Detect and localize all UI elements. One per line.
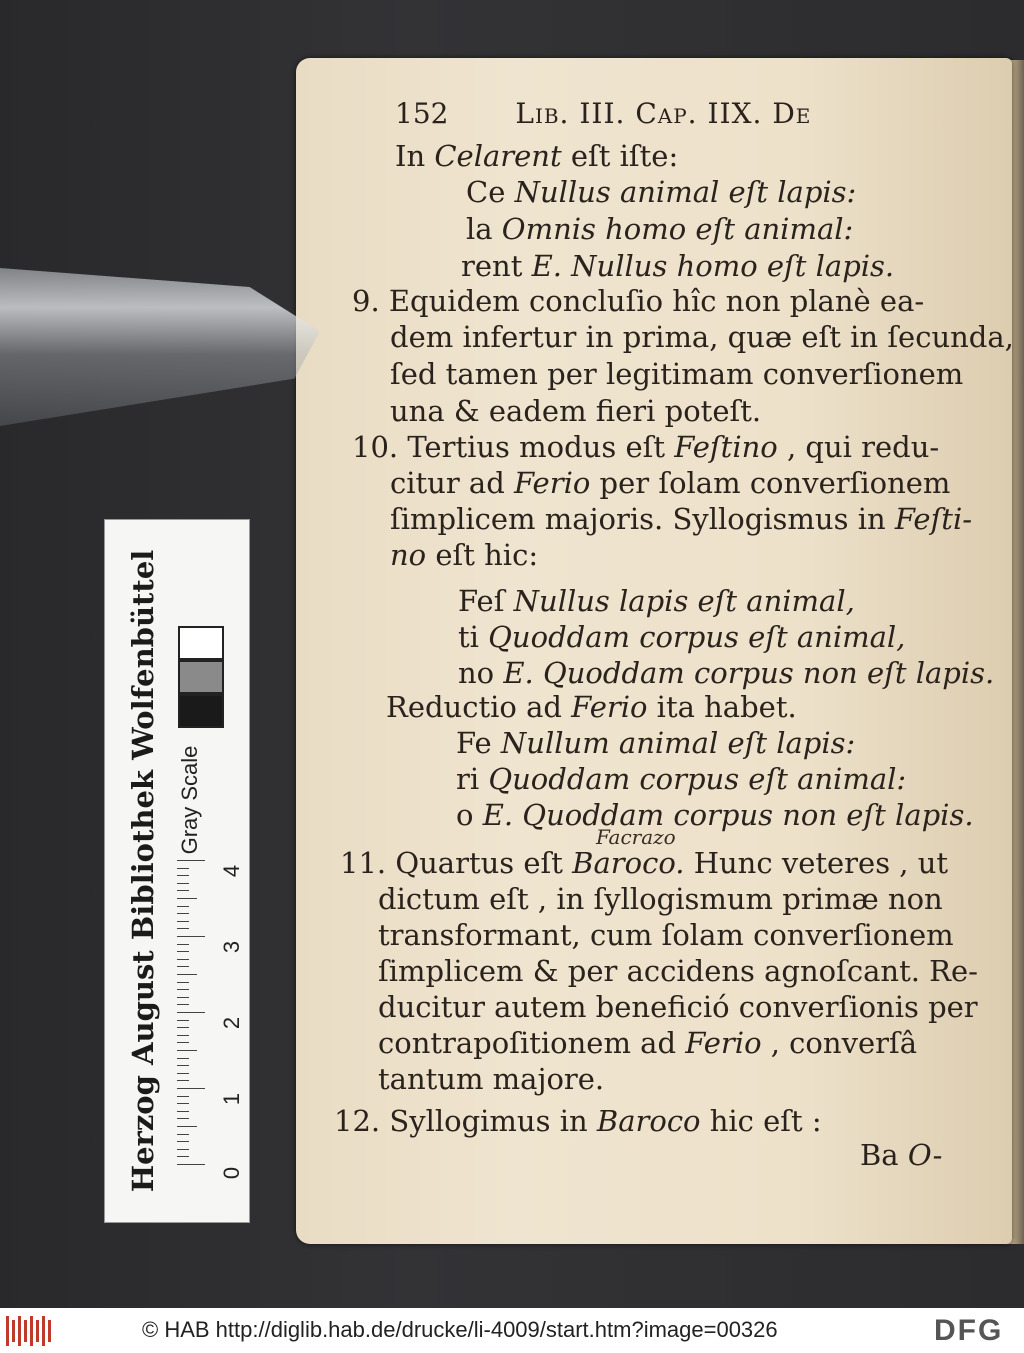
- logo-bar: [48, 1320, 51, 1342]
- italic-text: O-: [907, 1138, 943, 1172]
- logo-bar: [30, 1316, 33, 1346]
- ruler-tick: [177, 883, 189, 884]
- ruler-number: 3: [219, 940, 245, 954]
- text-line: [390, 394, 761, 428]
- text-span: citur ad: [390, 466, 515, 500]
- text-span: o: [456, 798, 483, 832]
- text-span: ſimplicem & per accidens agnoſcant. Re-: [378, 954, 978, 988]
- ruler-tick: [177, 966, 189, 967]
- italic-text: Baroco: [596, 1104, 701, 1138]
- ruler-tick: [177, 1141, 189, 1142]
- text-span: la: [466, 212, 502, 246]
- text-span: ſed tamen per legitimam converſionem: [390, 357, 964, 391]
- ruler-tick: [177, 1004, 189, 1005]
- ruler-tick: [177, 1035, 189, 1036]
- italic-text: Nullus lapis eſt animal,: [513, 584, 855, 618]
- text-line: [458, 656, 994, 690]
- gray-patch-mid: [178, 660, 224, 694]
- text-span: contrapoſitionem ad: [378, 1026, 686, 1060]
- ruler-tick: [177, 1103, 189, 1104]
- text-span: 9. Equidem concluſio hîc non planè ea-: [352, 284, 925, 318]
- text-span: hic eſt :: [700, 1104, 822, 1138]
- ruler-tick: [177, 906, 189, 907]
- ruler-tick: [177, 1134, 189, 1135]
- footer-bar: [0, 1308, 1024, 1353]
- text-span: 11. Quartus eſt: [340, 846, 573, 880]
- ruler-tick: [177, 1149, 189, 1150]
- gray-patch-white: [178, 626, 224, 660]
- ruler-number: 0: [219, 1166, 245, 1180]
- text-span: 12. Syllogimus in: [334, 1104, 597, 1138]
- logo-bar: [42, 1316, 45, 1346]
- dfg-logo: DFG: [934, 1314, 1004, 1347]
- ruler-number: 1: [219, 1092, 245, 1106]
- text-span: rent: [461, 249, 532, 283]
- text-line: [390, 320, 1014, 354]
- copyright-link[interactable]: © HAB http://diglib.hab.de/drucke/li-4009/start.htm?image=00326: [142, 1317, 778, 1342]
- text-line: [334, 1104, 822, 1138]
- text-span: tantum majore.: [378, 1062, 605, 1096]
- ruler-tick: [177, 928, 189, 929]
- handwritten-annotation: Facrazo: [596, 825, 676, 849]
- logo-bar: [12, 1320, 15, 1342]
- ruler-tick: [177, 1126, 197, 1127]
- text-line: [378, 1062, 604, 1096]
- text-line: [466, 175, 856, 209]
- italic-text: E. Quoddam corpus non eſt lapis.: [482, 798, 974, 832]
- text-line: [378, 918, 954, 952]
- text-line: [456, 726, 855, 760]
- ruler-tick: [177, 1050, 197, 1051]
- italic-text: E. Quoddam corpus non eſt lapis.: [503, 656, 995, 690]
- text-span: ſimplicem majoris. Syllogismus in: [390, 502, 895, 536]
- ruler-tick: [177, 1156, 189, 1157]
- italic-text: Ferio: [685, 1026, 762, 1060]
- text-line: [352, 430, 939, 464]
- page-number: 152: [395, 97, 449, 130]
- text-line: [390, 502, 972, 536]
- logo-bar: [36, 1320, 39, 1342]
- text-line: [390, 466, 950, 500]
- text-span: Ba: [860, 1138, 908, 1172]
- ruler-tick: [177, 1088, 205, 1089]
- ruler-tick: [177, 982, 189, 983]
- ruler-ticks: [177, 860, 205, 1170]
- italic-text: Quoddam corpus eſt animal:: [488, 762, 907, 796]
- page-header: [395, 97, 811, 131]
- ruler-number: 4: [219, 864, 245, 878]
- text-span: transformant, cum ſolam converſionem: [378, 918, 954, 952]
- ruler-tick: [177, 936, 205, 937]
- chapter-heading: Lib. III. Cap. IIX. De: [515, 97, 812, 130]
- text-span: Hunc veteres , ut: [684, 846, 949, 880]
- ruler-tick: [177, 868, 189, 869]
- ruler-tick: [177, 913, 189, 914]
- ruler-tick: [177, 1020, 189, 1021]
- italic-text: Ferio: [571, 690, 648, 724]
- text-span: 10. Tertius modus eſt: [352, 430, 675, 464]
- library-logo-icon: [6, 1316, 52, 1346]
- italic-text: Feſti-: [894, 502, 973, 536]
- ruler-tick: [177, 989, 189, 990]
- text-line: [378, 954, 978, 988]
- ruler-tick: [177, 875, 189, 876]
- ruler-tick: [177, 1027, 189, 1028]
- italic-text: Nullum animal eſt lapis:: [500, 726, 856, 760]
- text-span: eſt iſte:: [561, 139, 679, 173]
- text-span: , converſâ: [761, 1026, 917, 1060]
- text-line: [456, 762, 906, 796]
- italic-text: E. Nullus homo eſt lapis.: [531, 249, 895, 283]
- ruler-tick: [177, 1080, 189, 1081]
- ruler-tick: [177, 1065, 189, 1066]
- ruler-tick: [177, 951, 189, 952]
- text-span: dictum eſt , in ſyllogismum primæ non: [378, 882, 943, 916]
- text-span: Ce: [466, 175, 515, 209]
- ruler-tick: [177, 997, 189, 998]
- text-line: [461, 249, 894, 283]
- italic-text: Ferio: [514, 466, 591, 500]
- text-span: una & eadem fieri poteſt.: [390, 394, 762, 428]
- text-span: , qui redu-: [777, 430, 940, 464]
- ruler-tick: [177, 1111, 189, 1112]
- text-span: dem infertur in prima, quæ eſt in ſecunda,: [390, 320, 1014, 354]
- logo-bar: [6, 1316, 9, 1346]
- ruler-tick: [177, 1073, 189, 1074]
- ruler-tick: [177, 959, 189, 960]
- ruler-tick: [177, 860, 205, 861]
- text-line: [456, 798, 974, 832]
- ruler-tick: [177, 944, 189, 945]
- text-line: [860, 1138, 942, 1172]
- text-line: [352, 284, 924, 318]
- text-span: no: [458, 656, 504, 690]
- ruler-tick: [177, 1012, 205, 1013]
- italic-text: Omnis homo eſt animal:: [501, 212, 854, 246]
- text-span: Fe: [456, 726, 501, 760]
- ruler-tick: [177, 1118, 189, 1119]
- italic-text: Celarent: [434, 139, 562, 173]
- ruler-tick: [177, 1096, 189, 1097]
- text-span: per ſolam converſionem: [590, 466, 951, 500]
- ruler-tick: [177, 921, 189, 922]
- text-span: In: [395, 139, 435, 173]
- ruler-title: Herzog August Bibliothek Wolfenbüttel: [126, 549, 160, 1193]
- ruler-number: 2: [219, 1016, 245, 1030]
- text-span: ri: [456, 762, 489, 796]
- ruler-tick: [177, 1164, 205, 1165]
- text-span: eſt hic:: [426, 538, 539, 572]
- italic-text: Feſtino: [674, 430, 778, 464]
- ruler-tick: [177, 898, 197, 899]
- text-line: [390, 538, 538, 572]
- text-line: [466, 212, 853, 246]
- text-line: [378, 990, 978, 1024]
- italic-text: Baroco.: [572, 846, 685, 880]
- italic-text: no: [390, 538, 427, 572]
- text-line: [458, 620, 905, 654]
- text-line: [378, 882, 943, 916]
- italic-text: Quoddam corpus eſt animal,: [488, 620, 906, 654]
- text-line: [390, 357, 963, 391]
- text-line: [395, 139, 678, 173]
- logo-bar: [18, 1316, 21, 1346]
- text-line: [386, 690, 797, 724]
- text-span: ducitur autem benefició converſionis per: [378, 990, 978, 1024]
- ruler-tick: [177, 1042, 189, 1043]
- gray-scale-label: Gray Scale: [177, 745, 202, 855]
- ruler-tick: [177, 974, 197, 975]
- text-span: Feſ: [458, 584, 514, 618]
- ruler-tick: [177, 1058, 189, 1059]
- text-line: [378, 1026, 917, 1060]
- italic-text: Nullus animal eſt lapis:: [514, 175, 857, 209]
- text-span: ita habet.: [647, 690, 797, 724]
- gray-patch-black: [178, 694, 224, 728]
- text-line: [458, 584, 855, 618]
- ruler-tick: [177, 890, 189, 891]
- text-span: ti: [458, 620, 489, 654]
- logo-bar: [24, 1320, 27, 1342]
- text-span: Reductio ad: [386, 690, 572, 724]
